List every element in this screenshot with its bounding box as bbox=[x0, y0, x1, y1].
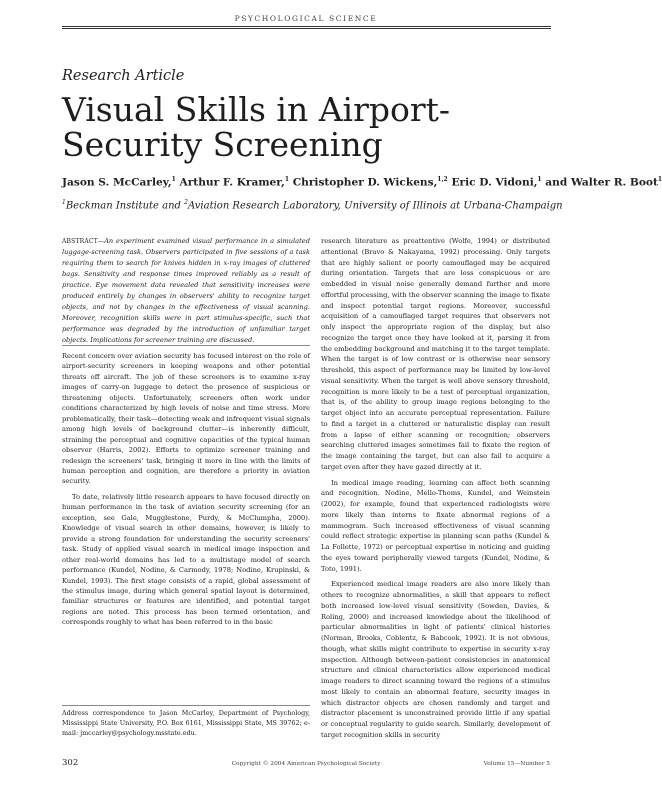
abstract-divider bbox=[62, 345, 310, 346]
article-type: Research Article bbox=[62, 68, 185, 84]
author-list bbox=[62, 176, 662, 189]
author-affiliation-mark: 1 bbox=[171, 176, 176, 183]
article-title: Visual Skills in Airport-Security Screening bbox=[62, 90, 451, 164]
body-left-column bbox=[62, 351, 310, 628]
affiliation-mark: 1 bbox=[62, 199, 66, 206]
author-name: Christopher D. Wickens, bbox=[292, 176, 438, 189]
body-paragraph: research literature as preattentive (Wolfe, 1994) or distributed attentional (Bravo & Nakayama, 1992) processing. Only targets that are highly salient or poorly camouflaged may be acquired during orientation. Targets that are less conspicuous or are embedded in visual noise generally demand further and more effortful processing, with the observer scanning the image to fixate and inspect potential target regions. Moreover, successful acquisition of a camouflaged target requires that observers not only inspect the appropriate region of the display, but also recognize the target once they have looked at it, parsing it from the embedding background and matching it to the target template. When the target is of low contrast or is otherwise near sensory threshold, this aspect of performance may be limited by low-level visual sensitivity. When the target is well above sensory threshold, recognition is more likely to be a test of perceptual organization, that is, of the ability to group image regions belonging to the target object into an accurate perceptual representation. Failure to find a target in a cluttered or naturalistic display can result from a lapse of either scanning or recognition; observers searching cluttered images sometimes fail to fixate the region of the image containing the target, but can also fail to acquire a target even after they have gazed directly at it. bbox=[321, 237, 550, 471]
abstract-label: ABSTRACT— bbox=[62, 238, 105, 245]
header-rule-thin bbox=[62, 28, 551, 29]
author-affiliation-mark: 1 bbox=[537, 176, 542, 183]
journal-header: PSYCHOLOGICAL SCIENCE bbox=[234, 14, 378, 23]
author-name: Arthur F. Kramer, bbox=[179, 176, 285, 189]
copyright-line: Copyright © 2004 American Psychological Society bbox=[231, 761, 381, 767]
author-name: and Walter R. Boot bbox=[545, 176, 658, 189]
abstract-text: An experiment examined visual performance in a simulated luggage-screening task. Observers participated in five sessions of a task requiring them to search for knives hidden in x-ray images of cluttered bags. Sensitivity and response times improved reliably as a result of practice. Eye movement data revealed that sensitivity increases were produced entirely by changes in observers' ability to recognize target objects, and not by changes in the effectiveness of visual scanning. Moreover, recognition skills were in part stimulus-specific, such that performance was degraded by the introduction of unfamiliar target objects. Implications for screener training are discussed. bbox=[62, 237, 310, 345]
correspondence-note: Address correspondence to Jason McCarley, Department of Psychology, Mississippi State University, P.O. Box 6161, Mississippi State, MS 39762; e-mail: jmccarley@psychology.msstate.edu. bbox=[62, 709, 310, 738]
author-name: Jason S. McCarley, bbox=[62, 176, 172, 189]
author-name: Eric D. Vidoni, bbox=[451, 176, 538, 189]
body-paragraph: To date, relatively little research appears to have focused directly on human performance in the task of aviation security screening (for an exception, see Gale, Mugglestone, Purdy, & McClumpha, 2000). Knowledge of visual search in other domains, however, is likely to provide a strong foundation for understanding the security screeners' task. Study of applied visual search in medical image inspection and other real-world domains has led to a multistage model of search performance (Kundel, Nodine, & Carmody, 1978; Nodine, Krupinski, & Kundel, 1993). The first stage consists of a rapid, global assessment of the stimulus image, during which general spatial layout is determined, familiar structures or features are identified, and potential target regions are noted. This process has been termed orientation, and corresponds roughly to what has been referred to in the basic bbox=[62, 492, 310, 627]
page-number: 302 bbox=[62, 758, 79, 768]
header-rule bbox=[62, 26, 551, 27]
author-affiliation-mark: 1 bbox=[284, 176, 289, 183]
affiliation-text: Aviation Research Laboratory, University of Illinois at Urbana-Champaign bbox=[187, 200, 563, 212]
footnote-divider bbox=[62, 705, 310, 706]
abstract bbox=[62, 236, 310, 346]
affiliation bbox=[62, 199, 563, 211]
affiliation-text: Beckman Institute and bbox=[65, 200, 185, 212]
body-paragraph: Experienced medical image readers are also more likely than others to recognize abnormalities, a skill that appears to reflect both increased low-level visual sensitivity (Sowden, Davies, & Roling, 2000) and increased knowledge about the likelihood of particular abnormalities in light of patients' clinical histories (Norman, Brooks, Coblentz, & Babcook, 1992). It is not obvious, though, what skills might contribute to expertise in security x-ray inspection. Although between-patient consistencies in anatomical structure and clinical characteristics allow experienced medical image readers to direct scanning toward the regions of a stimulus most likely to contain an abnormal feature, security images in which distractor objects are chosen randomly and target and distractor placement is unconstrained provide little if any spatial or conceptual regularity to guide search. Similarly, development of target recognition skills in security bbox=[321, 580, 550, 739]
author-affiliation-mark: 1,2 bbox=[437, 176, 448, 183]
body-right-column bbox=[321, 236, 550, 741]
body-paragraph: In medical image reading, learning can affect both scanning and recognition. Nodine, Mello-Thoms, Kundel, and Weinstein (2002), for example, found that experienced radiologists were more likely than interns to fixate abnormal regions of a mammogram. Such increased effectiveness of visual scanning could reflect strategic expertise in planning scan paths (Kundel & La Follette, 1972) or perceptual expertise in noticing and guiding the eyes toward peripherally viewed targets (Kundel, Nodine, & Toto, 1991). bbox=[321, 478, 550, 573]
author-affiliation-mark: 1 bbox=[657, 176, 662, 183]
affiliation-mark: 2 bbox=[184, 199, 188, 206]
body-paragraph: Recent concern over aviation security has focused interest on the role of airport-security screeners in keeping weapons and other potential threats off aircraft. The job of these screeners is to examine x-ray images of carry-on luggage to detect the presence of suspicious or threatening objects. Unfortunately, screeners often work under conditions characterized by high levels of noise and time stress. More problematically, their task—detecting weak and infrequent visual signals among high levels of background clutter—is inherently difficult, straining the perceptual and cognitive capacities of the typical human observer (Harris, 2002). Efforts to optimize screener training and redesign the screeners' task, bringing it more in line with the limits of human perception and cognition, are therefore a priority in aviation security. bbox=[62, 352, 310, 486]
volume-info: Volume 15—Number 5 bbox=[483, 761, 550, 767]
